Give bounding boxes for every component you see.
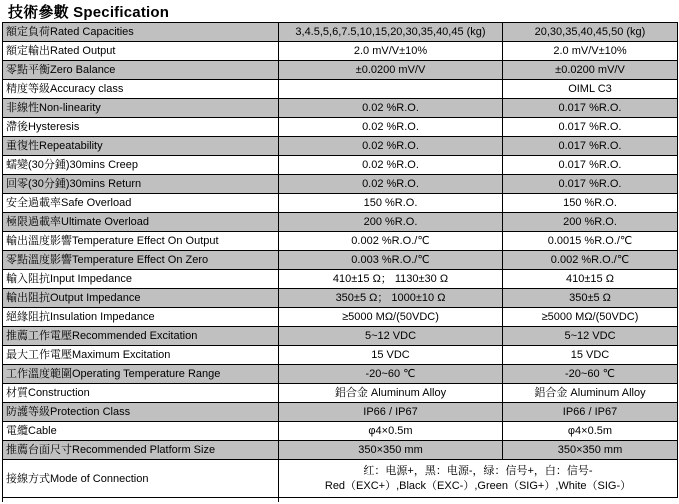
spec-value-cell-2: ≥5000 MΩ/(50VDC) bbox=[503, 308, 678, 327]
spec-value-cell-1: -20~60 ℃ bbox=[279, 365, 503, 384]
spec-value-cell bbox=[279, 460, 678, 498]
table-row bbox=[3, 422, 678, 441]
spec-value-cell-1: 350×350 mm bbox=[279, 441, 503, 460]
spec-value-cell-2: 15 VDC bbox=[503, 346, 678, 365]
spec-label-cell: 最大工作電壓Maximum Excitation bbox=[3, 346, 279, 365]
spec-value-cell-1: 410±15 Ω； 1130±30 Ω bbox=[279, 270, 503, 289]
spec-value-cell-1: 350±5 Ω； 1000±10 Ω bbox=[279, 289, 503, 308]
table-continuation-stub bbox=[2, 496, 3, 502]
page-title: 技術參數 Specification bbox=[8, 4, 170, 21]
spec-label-cell: 安全過載率Safe Overload bbox=[3, 194, 279, 213]
spec-value-cell-2: OIML C3 bbox=[503, 80, 678, 99]
spec-value-cell-2: 0.017 %R.O. bbox=[503, 99, 678, 118]
table-row bbox=[3, 80, 678, 99]
spec-label-cell: 極限過載率Ultimate Overload bbox=[3, 213, 279, 232]
table-row bbox=[3, 194, 678, 213]
spec-label-cell: 絕緣阻抗Insulation Impedance bbox=[3, 308, 279, 327]
table-row bbox=[3, 232, 678, 251]
spec-label-cell: 接線方式Mode of Connection bbox=[3, 460, 279, 498]
spec-value-cell-2: -20~60 ℃ bbox=[503, 365, 678, 384]
spec-label-cell: 蠕變(30分鍾)30mins Creep bbox=[3, 156, 279, 175]
table-row bbox=[3, 156, 678, 175]
spec-value-cell-2: IP66 / IP67 bbox=[503, 403, 678, 422]
spec-label-cell: 輸出溫度影響Temperature Effect On Output bbox=[3, 232, 279, 251]
spec-value-cell-2: 20,30,35,40,45,50 (kg) bbox=[503, 23, 678, 42]
spec-value-cell-2: 0.0015 %R.O./℃ bbox=[503, 232, 678, 251]
table-row bbox=[3, 403, 678, 422]
spec-value-cell-1: 15 VDC bbox=[279, 346, 503, 365]
spec-value-cell-1: 0.002 %R.O./℃ bbox=[279, 232, 503, 251]
table-row bbox=[3, 365, 678, 384]
spec-value-cell-2: 0.017 %R.O. bbox=[503, 118, 678, 137]
spec-value-cell-1: 200 %R.O. bbox=[279, 213, 503, 232]
spec-label-cell: 零點溫度影響Temperature Effect On Zero bbox=[3, 251, 279, 270]
spec-label-cell: 回零(30分鍾)30mins Return bbox=[3, 175, 279, 194]
spec-value-cell-2: 200 %R.O. bbox=[503, 213, 678, 232]
spec-label-cell: 材質Construction bbox=[3, 384, 279, 403]
spec-label-cell: 精度等級Accuracy class bbox=[3, 80, 279, 99]
spec-label-cell: 額定負荷Rated Capacities bbox=[3, 23, 279, 42]
spec-value-cell-1: 5~12 VDC bbox=[279, 327, 503, 346]
spec-label-cell: 推薦工作電壓Recommended Excitation bbox=[3, 327, 279, 346]
spec-value-cell-2: φ4×0.5m bbox=[503, 422, 678, 441]
spec-value-cell-1: 0.02 %R.O. bbox=[279, 137, 503, 156]
table-row bbox=[3, 175, 678, 194]
spec-value-cell-1 bbox=[279, 80, 503, 99]
table-row bbox=[3, 270, 678, 289]
spec-label-cell: 滯後Hysteresis bbox=[3, 118, 279, 137]
spec-value-cell-1: 0.02 %R.O. bbox=[279, 99, 503, 118]
spec-value-cell-2: 2.0 mV/V±10% bbox=[503, 42, 678, 61]
table-row bbox=[3, 384, 678, 403]
table-row bbox=[3, 213, 678, 232]
table-row bbox=[3, 137, 678, 156]
spec-value-cell-2: 350×350 mm bbox=[503, 441, 678, 460]
spec-label-cell: 額定輸出Rated Output bbox=[3, 42, 279, 61]
table-row bbox=[3, 118, 678, 137]
spec-label-cell: 電纜Cable bbox=[3, 422, 279, 441]
spec-value-cell-2: 0.002 %R.O./℃ bbox=[503, 251, 678, 270]
spec-value-cell-2: ±0.0200 mV/V bbox=[503, 61, 678, 80]
spec-value-cell-1: 0.02 %R.O. bbox=[279, 118, 503, 137]
table-row-connection bbox=[3, 460, 678, 498]
table-row bbox=[3, 441, 678, 460]
spec-value-cell-1: 0.003 %R.O./℃ bbox=[279, 251, 503, 270]
spec-label-cell: 推薦台面尺寸Recommended Platform Size bbox=[3, 441, 279, 460]
spec-value-cell-1: 鋁合金 Aluminum Alloy bbox=[279, 384, 503, 403]
table-row bbox=[3, 346, 678, 365]
spec-value-cell-2: 350±5 Ω bbox=[503, 289, 678, 308]
spec-value-cell-1: 0.02 %R.O. bbox=[279, 156, 503, 175]
spec-table bbox=[2, 22, 678, 498]
spec-value-cell-1: 0.02 %R.O. bbox=[279, 175, 503, 194]
spec-label-cell: 非線性Non-linearity bbox=[3, 99, 279, 118]
spec-value-cell-2: 5~12 VDC bbox=[503, 327, 678, 346]
spec-value-cell-1: 2.0 mV/V±10% bbox=[279, 42, 503, 61]
table-row bbox=[3, 251, 678, 270]
spec-label-cell: 輸入阻抗Input Impedance bbox=[3, 270, 279, 289]
spec-value-cell-1: 3,4.5,5,6,7.5,10,15,20,30,35,40,45 (kg) bbox=[279, 23, 503, 42]
spec-value-cell-1: IP66 / IP67 bbox=[279, 403, 503, 422]
spec-label-cell: 零點平衡Zero Balance bbox=[3, 61, 279, 80]
connection-wiring-en: Red（EXC+）,Black（EXC-）,Green（SIG+）,White（SIG-） bbox=[324, 479, 632, 492]
spec-value-cell-1: φ4×0.5m bbox=[279, 422, 503, 441]
table-row bbox=[3, 42, 678, 61]
spec-value-cell-2: 鋁合金 Aluminum Alloy bbox=[503, 384, 678, 403]
spec-value-cell-1: 150 %R.O. bbox=[279, 194, 503, 213]
table-row bbox=[3, 23, 678, 42]
spec-value-cell-2: 0.017 %R.O. bbox=[503, 137, 678, 156]
spec-value-cell-1: ≥5000 MΩ/(50VDC) bbox=[279, 308, 503, 327]
spec-value-cell-1: ±0.0200 mV/V bbox=[279, 61, 503, 80]
spec-table-body bbox=[3, 23, 678, 498]
table-continuation-stub bbox=[278, 496, 279, 502]
spec-value-cell-2: 410±15 Ω bbox=[503, 270, 678, 289]
table-row bbox=[3, 289, 678, 308]
table-row bbox=[3, 61, 678, 80]
spec-value-cell-2: 0.017 %R.O. bbox=[503, 175, 678, 194]
connection-wiring-cn: 红：电源+，黑：电源-，绿：信号+，白：信号- bbox=[363, 464, 593, 477]
spec-label-cell: 防護等級Protection Class bbox=[3, 403, 279, 422]
table-row bbox=[3, 308, 678, 327]
table-row bbox=[3, 327, 678, 346]
table-row bbox=[3, 99, 678, 118]
spec-value-cell-2: 0.017 %R.O. bbox=[503, 156, 678, 175]
spec-label-cell: 工作溫度範圍Operating Temperature Range bbox=[3, 365, 279, 384]
spec-label-cell: 輸出阻抗Output Impedance bbox=[3, 289, 279, 308]
spec-label-cell: 重復性Repeatability bbox=[3, 137, 279, 156]
spec-value-cell-2: 150 %R.O. bbox=[503, 194, 678, 213]
